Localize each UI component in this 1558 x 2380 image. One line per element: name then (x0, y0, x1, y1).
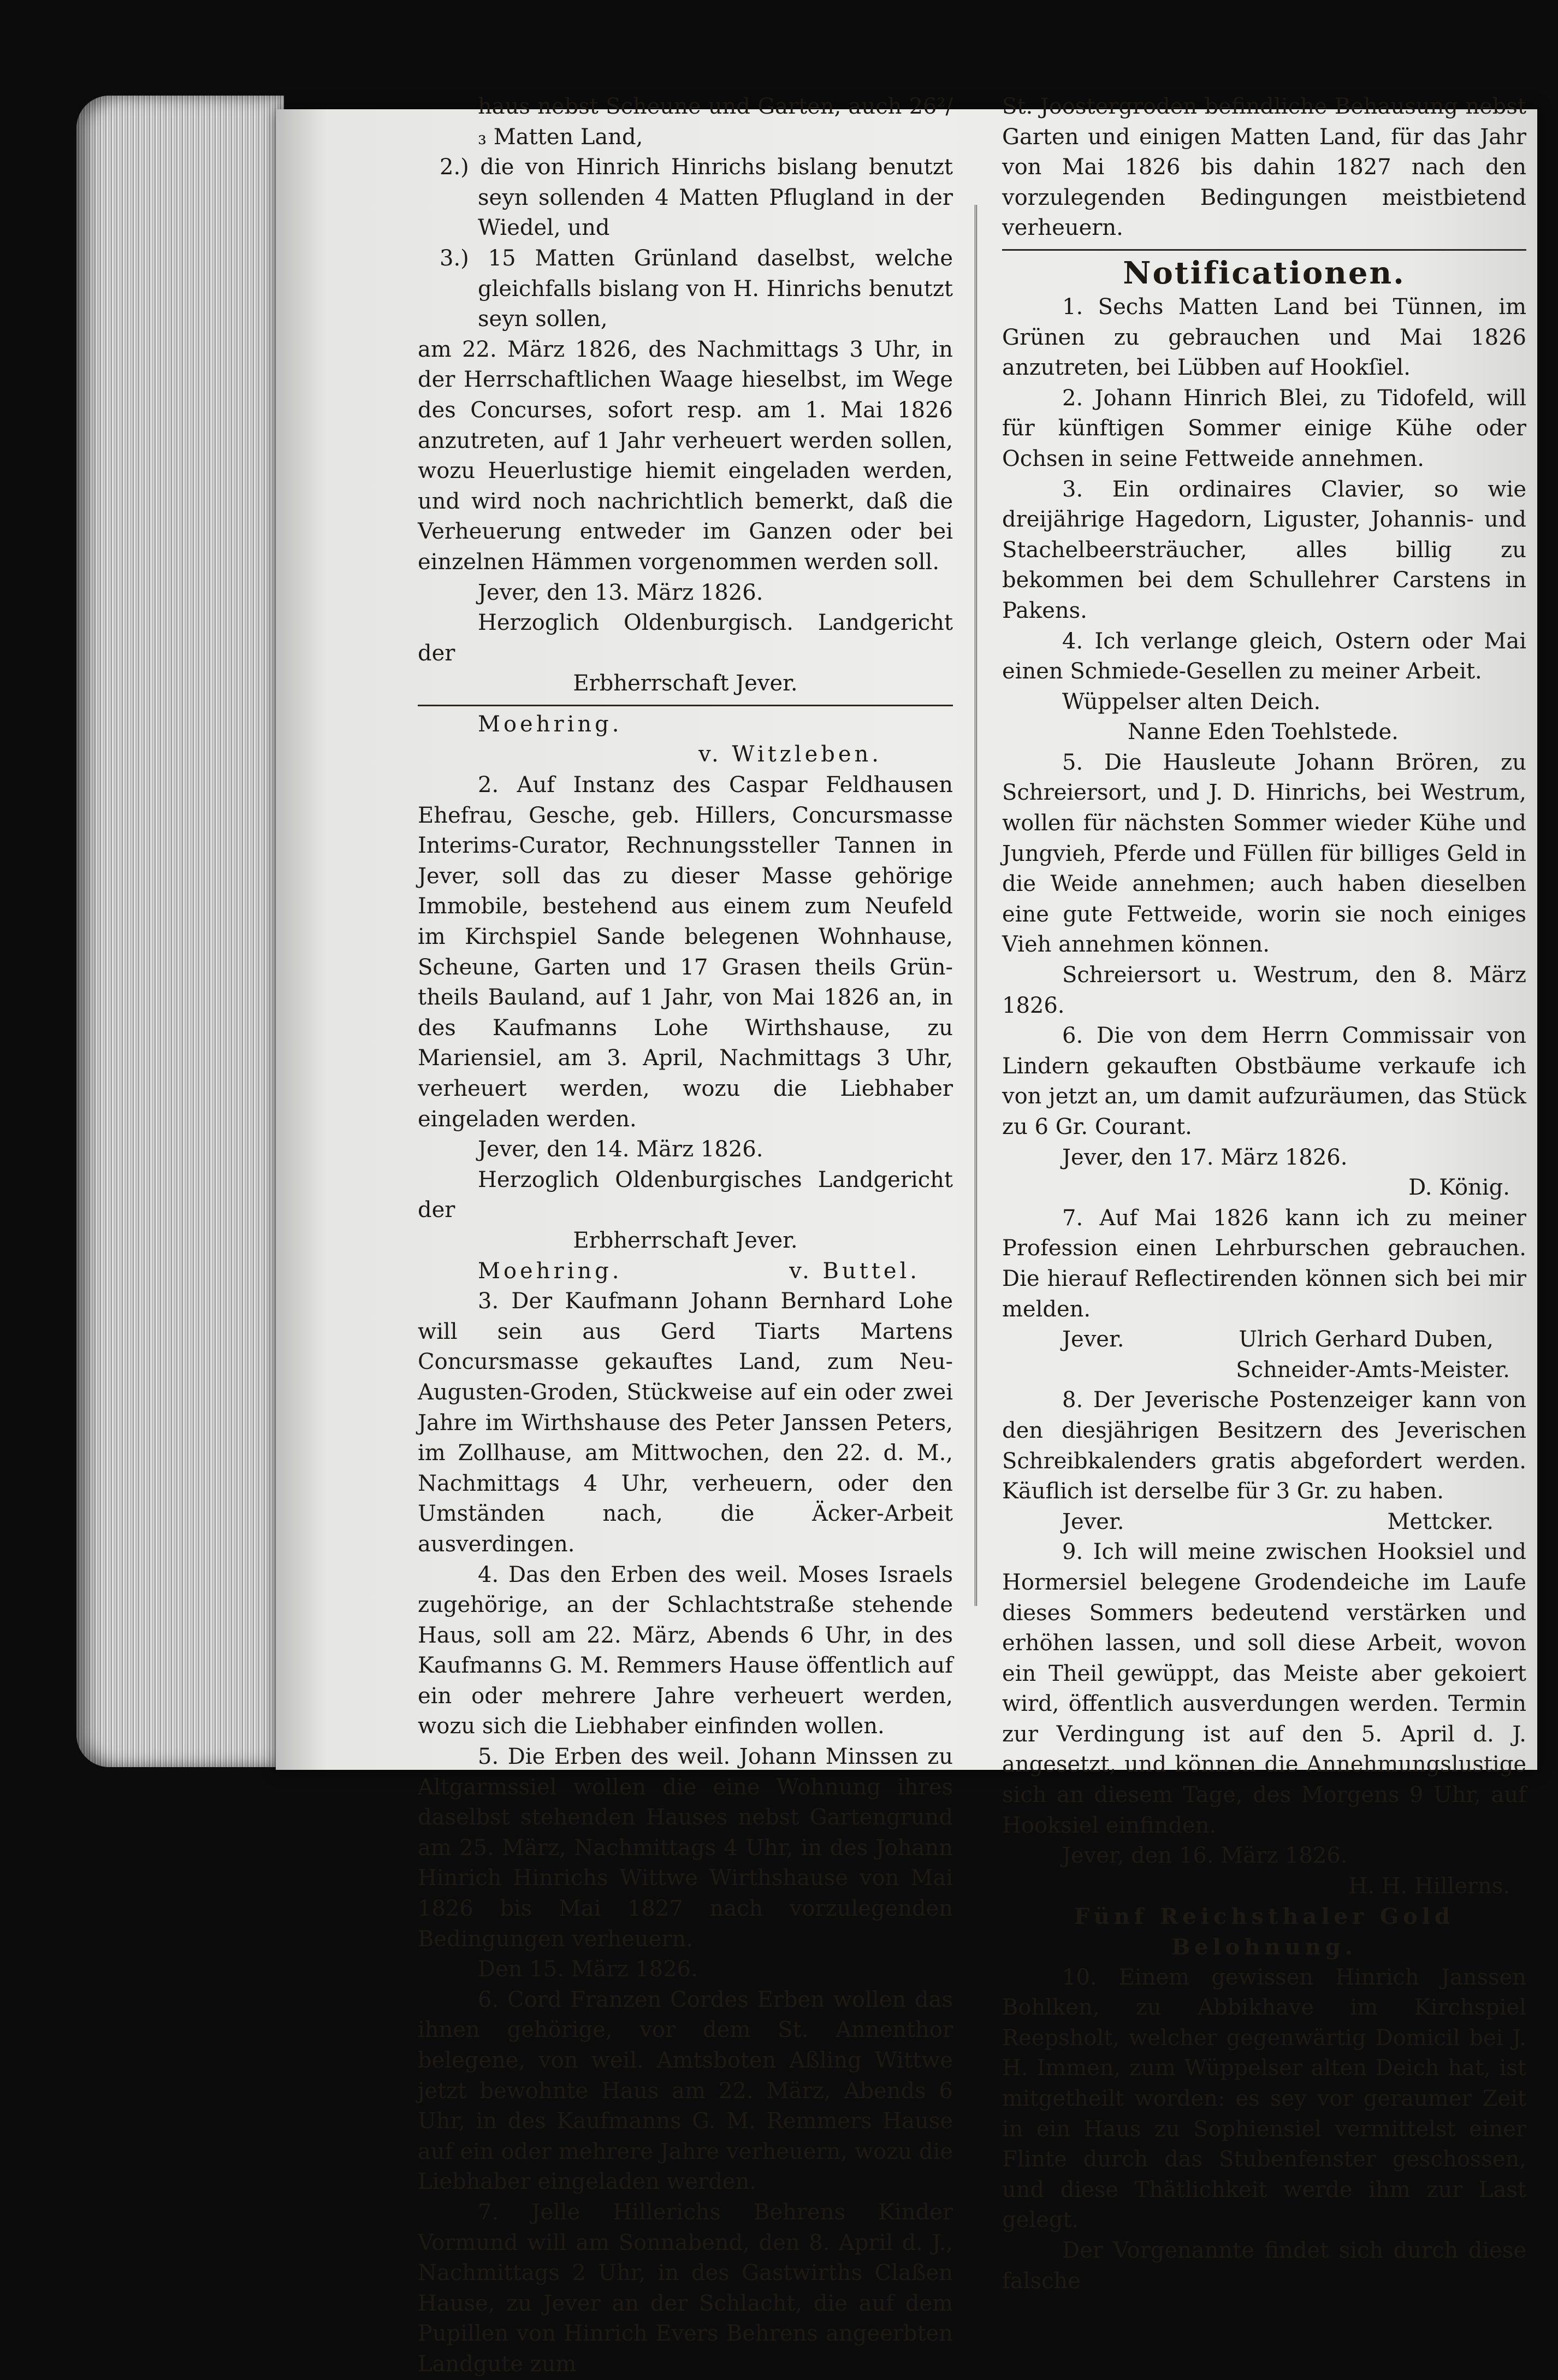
text-paragraph: 4. Das den Erben des weil. Moses Israels zugehörige, an der Schlachtstraße stehende Haus, soll am 22. März, Abends 6 Uhr, in des Kaufmanns G. M. Remmers Hause öffentlich auf ein oder mehrere Jahre verheuert werden, wozu sich die Liebhaber einfinden wollen. (418, 1562, 953, 1739)
text-paragraph: 5. Die Erben des weil. Johann Minssen zu Altgarmssiel wollen die eine Wohnung ihres daselbst stehenden Hauses nebst Gartengrund am 25. März, Nachmittags 4 Uhr, in des Johann Hinrich Hinrichs Wittwe Wirthshause von Mai 1826 bis Mai 1827 nach vorzulegenden Bedingungen verheuern. (418, 1744, 953, 1952)
signature-part: Mettcker. (1387, 1509, 1494, 1534)
text-paragraph: 2. Johann Hinrich Blei, zu Tidofeld, will für künftigen Sommer einige Kühe oder Ochsen in seine Fettweide annehmen. (1002, 385, 1526, 471)
signature-part: Jever. (1062, 1327, 1124, 1353)
right-column (1002, 92, 1526, 2296)
column-divider (975, 205, 977, 1606)
text-paragraph: Der Vorgenannte findet sich durch diese falsche (1002, 2237, 1526, 2294)
signature-part: v. Buttel. (789, 1258, 920, 1284)
text-paragraph: Nanne Eden Toehlstede. (1128, 719, 1399, 745)
horizontal-rule (1002, 249, 1526, 251)
text-paragraph: H. H. Hillerns. (1348, 1873, 1510, 1899)
text-paragraph: Jever, den 14. März 1826. (478, 1137, 763, 1162)
signature-part: Moehring. (478, 1258, 623, 1284)
text-paragraph: 3.) 15 Matten Grünland daselbst, welche gleichfalls bislang von H. Hinrichs benutzt seyn sollen, (440, 245, 953, 332)
text-paragraph: Jever, den 16. März 1826. (1062, 1843, 1348, 1869)
text-paragraph: am 22. März 1826, des Nachmittags 3 Uhr, in der Herrschaftlichen Waage hieselbst, im Wege des Concurses, sofort resp. am 1. Mai 1826 anzutreten, auf 1 Jahr verheuert werden sollen, wozu Heuerlustige hiemit eingeladen werden, und wird noch nachrichtlich bemerkt, daß die Verheuerung entweder im Ganzen oder bei einzelnen Hämmen vorgenommen werden soll. (418, 336, 953, 575)
text-paragraph: Moehring. (478, 711, 623, 737)
text-paragraph: D. König. (1408, 1175, 1510, 1201)
left-column (418, 92, 953, 2380)
text-paragraph: 7. Jelle Hillerichs Behrens Kinder Vormund will am Sonnabend, den 8. April d. J., Nachmittags 2 Uhr, in des Gastwirths Claßen Hause, zu Jever an der Schlacht, die auf dem Pupillen von Hinrich Evers Behrens angeerbten Landgute zum (418, 2199, 953, 2377)
text-paragraph: Wüppelser alten Deich. (1062, 689, 1321, 714)
text-paragraph: haus nebst Scheune und Garten, auch 26²/₃ Matten Land, (478, 94, 953, 150)
text-paragraph: Fünf Reichsthaler Gold Belohnung. (1074, 1904, 1454, 1960)
signature-part: Jever. (1062, 1509, 1124, 1534)
text-paragraph: v. Witzleben. (698, 742, 882, 767)
text-paragraph: Herzoglich Oldenburgisches Landgericht der (418, 1167, 953, 1223)
text-paragraph: 6. Die von dem Herrn Commissair von Lindern gekauften Obstbäume verkaufe ich von jetzt an, um damit aufzuräumen, das Stück zu 6 Gr. Courant. (1002, 1023, 1526, 1139)
text-paragraph: 3. Der Kaufmann Johann Bernhard Lohe will sein aus Gerd Tiarts Martens Concursmasse gekauftes Land, zum Neu-Augusten-Groden, Stückweise auf ein oder zwei Jahre im Wirthshause des Peter Janssen Peters, im Zollhause, am Mittwochen, den 22. d. M., Nachmittags 4 Uhr, verheuern, oder den Umständen nach, die Äcker-Arbeit ausverdingen. (418, 1289, 953, 1557)
text-paragraph: 2.) die von Hinrich Hinrichs bislang benutzt seyn sollenden 4 Matten Pflugland in der Wiedel, und (440, 155, 953, 241)
text-paragraph: 7. Auf Mai 1826 kann ich zu meiner Profession einen Lehrburschen gebrauchen. Die hierauf Reflectirenden können sich bei mir melden. (1002, 1205, 1526, 1322)
text-paragraph: 9. Ich will meine zwischen Hooksiel und Hormersiel belegene Grodendeiche im Laufe dieses Sommers bedeutend verstärken und erhöhen lassen, und soll diese Arbeit, wovon ein Theil gewüppt, das Meiste aber gekoiert wird, öffentlich ausverdungen werden. Termin zur Verdingung ist auf den 5. April d. J. angesetzt, und können die Annehmungslustige sich an diesem Tage, des Morgens 9 Uhr, auf Hooksiel einfinden. (1002, 1539, 1526, 1838)
text-paragraph: St. Joostergroden befindliche Behausung nebst Garten und einigen Matten Land, für das Jahr von Mai 1826 bis dahin 1827 nach den vorzulegenden Bedingungen meistbietend verheuern. (1002, 94, 1526, 241)
signature-line (1002, 1325, 1526, 1355)
text-paragraph: Schreiersort u. Westrum, den 8. März 1826. (1002, 962, 1526, 1018)
text-paragraph: 6. Cord Franzen Cordes Erben wollen das ihnen gehörige, vor dem St. Annenthor belegene, von weil. Amtsboten Aßling Wittwe jetzt bewohnte Haus am 22. März, Abends 6 Uhr, in des Kaufmanns G. M. Remmers Hause auf ein oder mehrere Jahre verheuern, wozu die Liebhaber eingeladen werden. (418, 1987, 953, 2195)
text-paragraph: 5. Die Hausleute Johann Brören, zu Schreiersort, und J. D. Hinrichs, bei Westrum, wollen für nächsten Sommer wieder Kühe und Jungvieh, Pferde und Füllen für billiges Geld in die Weide annehmen; auch haben dieselben eine gute Fettweide, worin sie noch einiges Vieh annehmen können. (1002, 749, 1526, 958)
signature-line (418, 1256, 953, 1287)
signature-line (1002, 1507, 1526, 1538)
text-paragraph: Erbherrschaft Jever. (573, 671, 798, 696)
text-paragraph: 4. Ich verlange gleich, Ostern oder Mai einen Schmiede-Gesellen zu meiner Arbeit. (1002, 628, 1526, 684)
text-paragraph: 8. Der Jeverische Postenzeiger kann von den diesjährigen Besitzern des Jeverischen Schreibkalenders gratis abgefordert werden. Käuflich ist derselbe für 3 Gr. zu haben. (1002, 1387, 1526, 1504)
text-paragraph: 10. Einem gewissen Hinrich Janssen Bohlken, zu Abbikhave im Kirchspiel Reepsholt, welcher gegenwärtig Domicil bei J. H. Immen, zum Wüppelser alten Deich hat, ist mitgetheilt worden: es sey vor geraumer Zeit in ein Haus zu Sophiensiel vermittelst einer Flinte durch das Stubenfenster geschossen, und diese Thätlichkeit werde ihm zur Last gelegt. (1002, 1964, 1526, 2233)
text-paragraph: Erbherrschaft Jever. (573, 1227, 798, 1253)
text-paragraph: Herzoglich Oldenburgisch. Landgericht der (418, 610, 953, 666)
text-paragraph: 3. Ein ordinaires Clavier, so wie dreijährige Hagedorn, Liguster, Johannis- und Stachelbeersträucher, alles billig zu bekommen bei dem Schullehrer Carstens in Pakens. (1002, 476, 1526, 623)
horizontal-rule (418, 705, 953, 706)
section-heading: Notificationen. (1123, 255, 1406, 291)
text-paragraph: Jever, den 13. März 1826. (478, 580, 763, 605)
text-paragraph: Den 15. März 1826. (478, 1957, 698, 1982)
book-page-edges (76, 96, 284, 1767)
text-paragraph: Jever, den 17. März 1826. (1062, 1144, 1348, 1170)
text-paragraph: 2. Auf Instanz des Caspar Feldhausen Ehefrau, Gesche, geb. Hillers, Concursmasse Interims-Curator, Rechnungssteller Tannen in Jever, soll das zu dieser Masse gehörige Immobile, bestehend aus einem zum Neufeld im Kirchspiel Sande belegenen Wohnhause, Scheune, Garten und 17 Grasen theils Grün- theils Bauland, auf 1 Jahr, von Mai 1826 an, in des Kaufmanns Lohe Wirthshause, zu Mariensiel, am 3. April, Nachmittags 3 Uhr, verheuert werden, wozu die Liebhaber eingeladen werden. (418, 772, 953, 1132)
signature-part: Ulrich Gerhard Duben, (1239, 1327, 1494, 1353)
text-paragraph: 1. Sechs Matten Land bei Tünnen, im Grünen zu gebrauchen und Mai 1826 anzutreten, bei Lübben auf Hookſiel. (1002, 294, 1526, 381)
text-paragraph: Schneider-Amts-Meister. (1236, 1357, 1510, 1383)
